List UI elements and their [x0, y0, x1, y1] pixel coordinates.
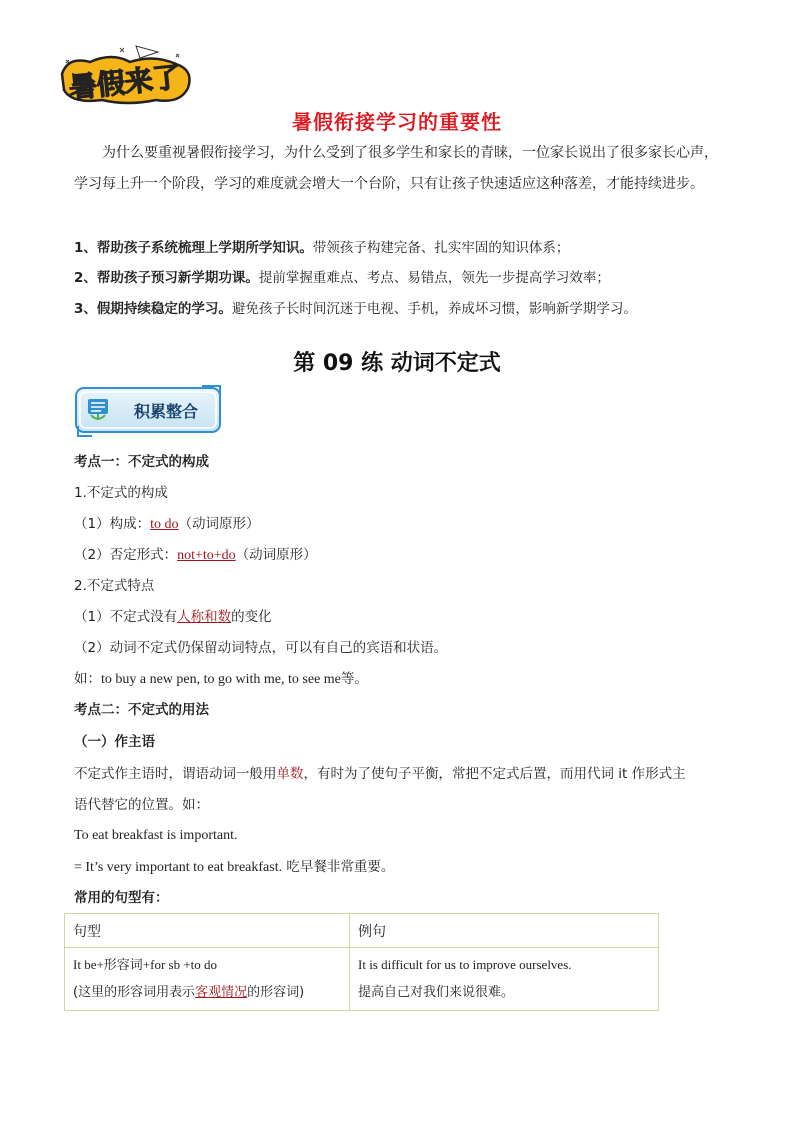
- table-row: [65, 948, 659, 1011]
- s1-title: 1.不定式的构成: [74, 485, 168, 501]
- text-span: （动词原形）: [235, 547, 317, 563]
- table-cell: [65, 948, 350, 1011]
- s1-line2: [74, 545, 317, 566]
- kp1-title: 考点一：不定式的构成: [74, 454, 209, 470]
- highlight-term: 人称和数: [177, 609, 232, 625]
- text-span: to buy a new pen, to go with me, to see me: [101, 672, 341, 687]
- sub1-para-line1: [74, 764, 686, 784]
- highlight-term: 客观情况: [195, 985, 248, 1000]
- text-span: 吃早餐非常重要。: [282, 859, 395, 875]
- summer-logo: [58, 44, 198, 106]
- example-en: It is difficult for us to improve ourselves.: [358, 957, 572, 972]
- intro-item-bold: 1、帮助孩子系统梳理上学期所学知识。: [74, 240, 313, 256]
- text-span: 的变化: [231, 609, 272, 625]
- intro-paragraph: 为什么要重视暑假衔接学习，为什么受到了很多学生和家长的青睐，一位家长说出了很多家长心声，学习每上升一个阶段，学习的难度就会增大一个台阶，只有让孩子快速适应这种落差，才能持续进步。: [74, 145, 718, 192]
- text-span: 等。: [340, 671, 368, 687]
- text-span: 的形容词): [247, 985, 305, 1000]
- s1-line1: [74, 514, 259, 535]
- common-patterns-title: 常用的句型有：: [74, 890, 169, 906]
- section-banner-art: [74, 384, 224, 438]
- table-header-cell: 句型: [65, 914, 350, 948]
- example-line: [74, 669, 368, 690]
- text-span: ，有时为了使句子平衡，常把不定式后置，而用代词 it 作形式主: [303, 766, 686, 782]
- highlight-term: to do: [150, 517, 179, 532]
- text-span: （1）构成：: [74, 516, 151, 532]
- s2-title: 2.不定式特点: [74, 578, 155, 594]
- s2-line1: [74, 607, 272, 627]
- page-title: 暑假衔接学习的重要性: [292, 110, 502, 134]
- intro-item-bold: 2、帮助孩子预习新学期功课。: [74, 270, 259, 286]
- table-header-cell: 例句: [350, 914, 659, 948]
- sub1-title: （一）作主语: [74, 734, 155, 750]
- table-cell: [350, 948, 659, 1011]
- text-span: = It’s very important to eat breakfast.: [74, 860, 283, 875]
- section-banner: [74, 384, 224, 438]
- text-span: (这里的形容词用表示: [73, 985, 196, 1000]
- text-span: （动词原形）: [178, 516, 260, 532]
- example-cn: 提高自己对我们来说很难。: [358, 985, 515, 1000]
- text-span: （1）不定式没有: [74, 609, 178, 625]
- pattern-note: [73, 979, 341, 1007]
- intro-item-text: 提前掌握重难点、考点、易错点，领先一步提高学习效率；: [258, 270, 610, 286]
- section-banner-label: 积累整合: [133, 402, 199, 421]
- exercise-title: 第 09 练 动词不定式: [293, 351, 501, 376]
- intro-item: [74, 237, 724, 259]
- highlight-term: not+to+do: [177, 548, 236, 563]
- sub1-para-line2: 语代替它的位置。如：: [74, 797, 209, 813]
- intro-item: [74, 298, 724, 320]
- text-span: 不定式作主语时，谓语动词一般用: [74, 766, 277, 782]
- pattern-text: It be+形容词+for sb +to do: [73, 957, 218, 972]
- pattern-table: [64, 913, 659, 1011]
- text-span: （2）否定形式：: [74, 547, 178, 563]
- text-span: 如：: [74, 671, 101, 687]
- highlight-term: 单数: [276, 766, 304, 782]
- intro-item-text: 带领孩子构建完备、扎实牢固的知识体系；: [312, 240, 570, 256]
- intro-item-text: 避免孩子长时间沉迷于电视、手机，养成坏习惯，影响新学期学习。: [231, 301, 637, 317]
- s2-line2: （2）动词不定式仍保留动词特点，可以有自己的宾语和状语。: [74, 640, 448, 656]
- kp2-title: 考点二：不定式的用法: [74, 702, 209, 718]
- table-header-row: [65, 914, 659, 948]
- intro-item: [74, 267, 724, 289]
- example-sentence: [74, 857, 394, 878]
- example-sentence: To eat breakfast is important.: [74, 828, 238, 843]
- summer-logo-art: [58, 44, 198, 106]
- intro-item-bold: 3、假期持续稳定的学习。: [74, 301, 232, 317]
- summer-logo-text: 暑假来了: [67, 60, 183, 105]
